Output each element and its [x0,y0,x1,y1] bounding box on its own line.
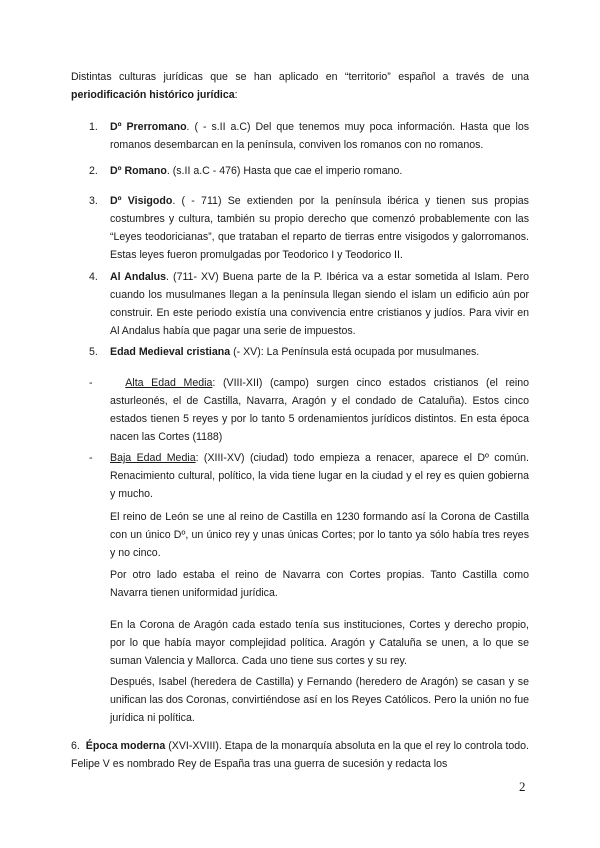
page-number: 2 [519,779,526,794]
intro-paragraph: Distintas culturas jurídicas que se han aplicado en “territorio” español a través de una periodificación histórico jurídica: [71,71,529,101]
body-paragraph: El reino de León se une al reino de Castilla en 1230 formando así la Corona de Castilla con un único Dº, un único rey y unas únicas Cortes; por lo tanto ya sólo había tres reyes y no cinco. [110,511,529,559]
body-paragraph: Después, Isabel (heredera de Castilla) y Fernando (heredero de Aragón) se casan y se unifican las dos Coronas, convirtiéndose así en los Reyes Católicos. Pero la unión no fue jurídica ni política. [110,676,529,724]
body-paragraph: Por otro lado estaba el reino de Navarra con Cortes propias. Tanto Castilla como Navarra tienen uniformidad jurídica. [110,569,529,599]
body-paragraph: En la Corona de Aragón cada estado tenía sus instituciones, Cortes y derecho propio, por lo que había mayor complejidad política. Aragón y Cataluña se unen, a lo que se suman Valencia y Mallorca. Cada uno tiene sus cortes y su rey. [110,619,529,667]
